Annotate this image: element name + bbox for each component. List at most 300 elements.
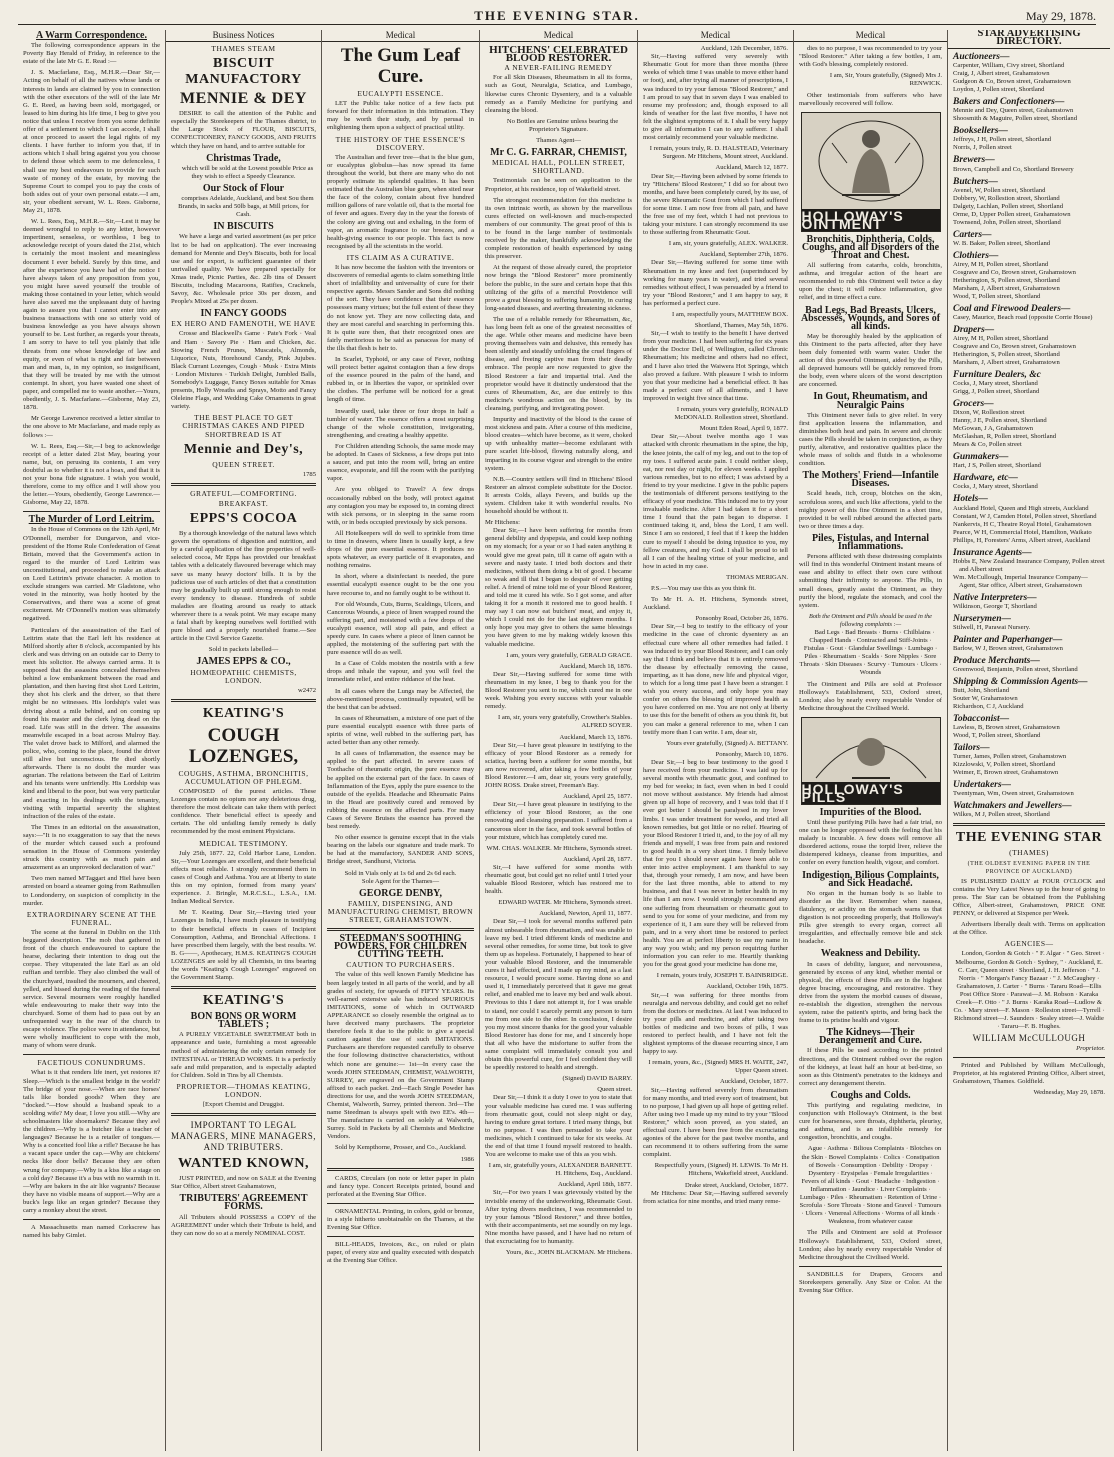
directory-category: Bakers and Confectioners—: [953, 97, 1065, 108]
ad-denby: GEORGE DENBY,: [359, 887, 442, 899]
letter-head: Auckland, March 12, 1877.: [715, 164, 788, 172]
directory-entry: Dobbery, W, Rollestion street, Shortland: [953, 194, 1060, 202]
directory-entry: Lawless, B, Brown street, Grahamstown: [953, 724, 1060, 732]
ad-epps-head: GRATEFUL—COMFORTING.: [190, 488, 297, 498]
column-7: [948, 30, 1110, 1451]
letter-head: Auckland, April 18th, 1877.: [558, 1181, 632, 1189]
ad-cough-lozenges: COUGH LOZENGES,: [188, 724, 299, 767]
section-label: Medical: [322, 30, 479, 42]
directory-entry: Casey, Maurice, Beach road (opposite Corrie House): [953, 313, 1093, 321]
ad-text: It has now become the fashion with the inventors or discoverers of remedial agents to claim something little short of infallibility and universality of cure for their respective agents. Messrs Sander and Sons did nothing of the sort. They have confidence that their essence possesses many virtues; but the full extent of these they do not know yet. They are now collecting data, and they are most careful and searching in performing this. It is quite sure then, that their recognized ones are fairly meritorious to be said as panaceas for many of the ills that flesh is heir to.: [327, 263, 474, 352]
ad-text: Persons afflicted with these distressing complaints will find in this wonderful Ointment instant means of ease and ability to effect their own cure without submitting their infirmity to anyone. The Pills, in small doses, greatly assist the Ointment, as they purify the blood, regulate the stomach, and cool the system.: [799, 553, 942, 609]
ad-text: DESIRE to call the attention of the Public and especially the Storekeepers of the Thames district, to the Large Stock of FLOUR, BISCUITS, CONFECTIONERY, FANCY GOODS, AND FRUITS which they have on hand, and to arrive suitable for: [171, 110, 316, 150]
ad-gout: In Gout, Rheumatism, and Neuralgic Pains: [813, 391, 928, 411]
ad-sold: Sold in Vials only at 1s 6d and 2s 6d each.: [344, 869, 457, 877]
letter-text: Sir,—Having suffered very severely with Rheumatic Gout for more than three months (three weeks of which time I was unable to move either hand or foot), and, after trying all manner of prescriptions, I was induced to try your famous "Blood Restorer," and I am proud to say that in seven days I was enabled to resume my profession; and, though exposed to all kinds of weather for the last five months, I have not felt the slightest symptoms of it. I shall be very happy to give all information I can to any sufferer. I shall most certainly recommend your valuable medicine.: [643, 53, 788, 142]
letter-text: Dear Sir,—I have great pleasure in testifying to the efficacy of your Blood Restorer as a remedy for sciatica, having been a sufferer for some months, but am now recovered, after taking a few bottles of your Blood Restorer.—I am, dear sir, yours very gratefully, JOHN ROSS. Drake street, Freeman's Bay.: [485, 741, 632, 790]
directory-title: STAR ADVERTISING DIRECTORY.: [948, 30, 1110, 49]
ad-text: The Australian and fever tree—that is the blue gum, or eucalyptus globulus—has now spread its fame throughout the world, but there are many who do not properly estimate its splendid qualities. It has been estimated that the Australian blue gum, when sited near the face of the colony, contain about five hundred million gallons of rare volatile oil, that is the mortal foe of fever and agues. Every day in the year the forests of the colony are giving out and exhaling, in the form of vapor, an aromatic fragrance to our breezes, and a health-giving essence to our people. This fact is now recognised by all the scientists in the world.: [327, 153, 474, 250]
letter-head: Auckland, October, 1877.: [719, 1078, 788, 1086]
seated-figure-icon: [802, 113, 940, 209]
ad-text: By a thorough knowledge of the natural laws which govern the operations of digestion and nutrition, and by a careful application of the fine properties of well-selected cocoa, Mr Epps has provided our breakfast tables with a delicately flavoured beverage which may save us many heavy doctors' bills. It is by the judicious use of such articles of diet that a constitution may be gradually built up until strong enough to resist every tendency to disease. Hundreds of subtle maladies are floating around us ready to attack wherever there is a weak point. We may escape many a fatal shaft by keeping ourselves well fortified with pure blood and a properly nourished frame.—See article in the Civil Service Gazette.: [171, 530, 316, 643]
ad-text: Inwardly used, take three or four drops in half a tumbler of water. The essence offers a most surprising change of the whole constitution, invigorating, strengthening, and creating a healthy appetite.: [327, 407, 474, 439]
letter-signature: I am, yours very gratefully, GERALD GRACE.: [506, 651, 632, 659]
hygeia-seal-icon: [802, 718, 940, 782]
letter-text: Dear Sir,—I think it a duty I owe to you to state that your valuable medicine has cured me. I was suffering from rheumatic gout, could not sleep night or day, having to endure great torture. I tried many things, but to no purpose. I was then persuaded to take your medicines, which I continued to take for six weeks. At the end of that time I found myself restored to health. You are welcome to make use of this as you wish.: [485, 1094, 632, 1159]
letter-signature: THOMAS MERIGAN.: [726, 573, 788, 581]
ad-text: For Children attending Schools, the same mode may be adopted. In Cases of Sickness, a few drops put into a saucer, and put into the room will, bring an entire essence, evaporate, and fill the room with the purifying vapor.: [327, 442, 474, 483]
column-2: [166, 30, 322, 1451]
ad-text: In cases of Rheumatism, a mixture of one part of the pure essential eucalypti essence with three parts of spirits of wine, well rubbed in the suffering part, has acted better than any other remedy.: [327, 714, 474, 747]
ad-wanted: WANTED KNOWN,: [178, 1156, 309, 1172]
ad-hitchens-title: HITCHENS' CELEBRATED BLOOD RESTORER.: [489, 44, 628, 65]
letter-head: Queen street.: [597, 1086, 632, 1094]
directory-entry: Hetherington, S, Pollen street, Shortland: [953, 351, 1060, 359]
article-para: The following correspondence appears in the Poverty Bay Herald of Friday, in reference to the estate of the late Mr G. E. Read :—: [23, 42, 160, 66]
ad-text: SANDBILLS for Drapers, Grocers and Storekeepers generally. Any Size or Color. At the Evening Star Office.: [799, 1270, 942, 1294]
ad-text: CARDS, Circulars (on note or letter paper in plain and fancy type. Concert Receipts printed, bound and perforated at the Evening Star Office.: [327, 1174, 474, 1198]
ad-text: Until these purifying Pills have had a fair trial, no one can be longer oppressed with the feeling that his malady is incurable. A few doses will remove all disordered actions, rouse the torpid liver, relieve the distempered kidneys, cleanse from impurities, and confer on every function health, vigour, and comfort.: [799, 819, 942, 867]
directory-category: Grocers—: [953, 399, 994, 410]
directory-category: Hardware, etc—: [953, 473, 1018, 484]
directory-category: Tobacconist—: [953, 714, 1010, 725]
article-para: Mr George Lawrence received a letter similar to the one above to Mr Macfarlane, and made reply as follows :—: [23, 415, 160, 439]
columns: [18, 30, 1105, 1451]
directory-entry: Kizzlowski, V, Pollen street, Shortland: [953, 761, 1056, 769]
letter-text: Sir,—For two years I was grievously visited by the invisible enemy of the underworking, Rheumatic Gout. After trying divers medicines, I was recommended to try your famous "Blood Restorer," and three bottles, with their accompaniments, set me soundly on my legs. Nine months have passed, and I have had no return of that excruciating foe to humanity.: [485, 1189, 632, 1246]
directory-entry: Wilkinson, George T, Shortland: [953, 602, 1037, 610]
letter-head: Auckland, April 28, 1877.: [563, 855, 632, 863]
divider: [23, 511, 160, 512]
ad-flour: Our Stock of Flour: [202, 182, 285, 194]
section-label: Medical: [794, 30, 947, 42]
ad-mennie-2: Mennie and Dey's,: [183, 441, 304, 457]
ad-keating-2: KEATING'S: [202, 993, 285, 1009]
directory-list: [953, 53, 1105, 819]
divider: [327, 1168, 474, 1171]
directory-category: Drapers—: [953, 324, 995, 335]
ad-text: comprises Adelaide, Auckland, and best Sou them Brands, in sacks and 50lb bags, at Mill prices, for Cash.: [178, 195, 314, 219]
ad-prop-sub: [Export Chemist and Druggist.: [202, 1101, 285, 1109]
divider: [171, 986, 316, 989]
directory-entry: Mears & Co, Pollen street: [953, 441, 1022, 449]
ad-text: The Pills and Ointment are sold at Professor Holloway's Establishment, 533, Oxford street, London; also by nearly every respectable Vendor of Medicine throughout the Civilised World.: [799, 1229, 942, 1261]
letter-head: Auckland, March 18, 1876.: [559, 662, 632, 670]
directory-entry: Shoosmith & Maguire, Pollen street, Shortland: [953, 115, 1077, 123]
ad-biscuit: BISCUIT MANUFACTORY: [185, 56, 302, 88]
directory-entry: Cosgrave and Co, Brown street, Grahamstown: [953, 343, 1076, 351]
ad-text: All Hotelkeepers will do well to sprinkle from time to time in drawers, where linen is usually kept, a few drops of the pure essential essence. It produces no spots whatever, as every particle of it evaporates, and nothing remains.: [327, 529, 474, 570]
ad-text: LET the Public take notice of a few facts put forward for their information in this intimation. They may be worth their study, and by perusal in enlightening them upon a subject of practical utility.: [327, 100, 474, 132]
directory-entry: Dixon, W, Rollestion street: [953, 409, 1025, 417]
article-para: W. L. Rees, Esq., M.H.R.—Sir,—Lest it may be deemed wrongful to reply to any letter, however impertinent, senseless, or worthless, I beg to acknowledge receipt of yours dated the 21st, which is certainly the most insolent and meaningless document I ever beheld. Surely by this time, and after the experience you have had of the notice I have always taken of any proposition from you, you might have saved yourself the trouble of making those contained in your letter, which would have also saved me the unpleasant duty of having again to assure you that I cannot enter into any business transactions with one so utterly void of business knowledge as you have always shown yourself to be. Lest further, as regards your threats, I am sorry to have to tell you plainly that idle threats from one whose knowledge of law and equity, or even of what is right and fair between man and man, is, in my opinion, so insignificant, that they will be treated by me with the utmost contempt. In short, you have wasted one sheet of paper, and compelled me to waste another.—Yours, obediently, J. S. Macfarlane.—Gisborne, May 23, 1878.: [23, 218, 160, 412]
ad-text: This Ointment never fails to give relief. In very first application lessens the inflammation, and diminishes both heat and pain. In severe and chronic cases the Pills should be taken in conjunction, as they purify, alterative, and restorative qualities place the whole mass of solids and fluids in a wholesome condition.: [799, 411, 942, 468]
ad-epps-sub: BREAKFAST.: [218, 498, 269, 508]
ad-text: Impurity and inactivity of the blood is the cause of most sickness and pain. After a course of this medicine, blood creates—which have become, as it were, choked up with unhealthy matter—become exhilarant with pure scarlet life-blood, flowing naturally along, and imparting in its course vigour and strength to the entire system.: [485, 416, 632, 472]
letter-head: Auckland, March 13, 1876.: [559, 733, 632, 741]
ad-keating: KEATING'S: [202, 705, 285, 721]
article-para: The scene at the funeral in Dublin on the 11th beggared description. The mob that gathered in front of the church endeavoured to capture the hearse, declaring their intention to drag out the corpse. They vituperated the late Earl as an old ruffian and terrible. They also climbed the wall of the churchyard, insulted the mourners, and cheered, yelled, and hissed during the reading of the funeral service. Several mourners were roughly handled while endeavouring to make their way into the churchyard. Some of them had to pass out by an unfrequented way in the rear of the church to escape violence. The police were in attendance, but were wholly insufficient to cope with the mob, many of whom were drunk.: [23, 928, 160, 1050]
directory-entry: Cosgrave and Co, Brown street, Grahamstown: [953, 268, 1076, 276]
ad-text: In cases of debility, languor, and nervousness, generated by excess of any kind, whether mental or physical, the effects of these Pills are in the highest degree bracing, encouraging, and restorative. They drive from the system the morbid causes of disease, re-establish the digestion, strengthen the nervous system, raise the patient's spirits, and bring back the frame to its pristine health and vigour.: [799, 960, 942, 1025]
divider: [171, 483, 316, 486]
directory-entry: Airey, M H, Pollen street, Shortland: [953, 335, 1049, 343]
letter-text: Dear Sir,—I beg to testify to the efficacy of your medicine in the case of chronic dysentery as an effectual cure where all other remedies had failed. I was induced to try your Blood Restorer, and I can only say that I think and believe that it is entirely removed the disease by effectually removing the cause, imparting, as it has done, new life and physical vigor, to which for a long time past I have been a stranger. I wish you every success, and only hope you may confer on others the blessing of improved health as you have conferred on me. You are not only at liberty to use this for the benefit of others as you think fit, but you can make a general reference to me, when I can testify more than I can write. I am, dear sir,: [643, 623, 788, 736]
holloway-ointment-illustration: [801, 112, 941, 232]
ad-text: May be thoroughly healed by the application of this Ointment to the parts affected, after they have been duly fomented with warm water. Under the action of this powerful Ointment, aided by the Pills, all depraved humours will be quickly removed from the body, even where ulcers of the worst description are concerned.: [799, 332, 942, 389]
ad-never-failing: A NEVER-FAILING REMEDY: [504, 63, 613, 73]
running-head: [18, 8, 1096, 25]
letter-text: Mr Hitchens: Dear Sir,—Having suffered severely from sciatica for nine months, and tried many reme-: [643, 1189, 788, 1205]
ad-text: In all cases of Inflammation, the essence may be applied to the part affected. In severe cases of Toothache of rheumatic origin, the pure essence may be applied on the external part of the face. In cases of Inflammation of the Eyes, apply the pure essence to the outside of the eyelids. Headache and Rheumatic Pains in the Head are positively cured and removed by rubbing the essence on the affected parts. For many Cases of Severe Bruises the essence has proved the best remedy.: [327, 750, 474, 831]
letter-head: Drake street, Auckland, October, 1877.: [684, 1181, 788, 1189]
article-para: A Massachusetts man named Corkscrew has named his baby Gimlet.: [23, 1224, 160, 1240]
ad-text: The strongest recommendation for this medicine is its own intrinsic worth, as shown by the marvellous cures effected on well-known and much-respected members of our community. The great proof of this is to be found in the large number of testimonials received by the maker, thankfully acknowledging the complete restoration of health experienced by using this preserver.: [485, 196, 632, 261]
column-5: [638, 30, 794, 1451]
letter-signature: I remain, yours truly, R. D. HALSTEAD, Veterinary Surgeon. Mr Hitchens, Mount street, Auckland.: [649, 145, 788, 161]
paper-title: THE EVENING STAR: [955, 830, 1103, 846]
ad-queen: QUEEN STREET.: [212, 459, 275, 469]
directory-entry: Marsham, J, Albert street, Grahamstown: [953, 284, 1060, 292]
ad-eucalypti: EUCALYPTI ESSENCE.: [357, 89, 444, 99]
directory-entry: Wilkes, M J, Pollen street, Shortland: [953, 811, 1050, 819]
directory-entry: McGlashan, R, Pollen street, Shortland: [953, 433, 1057, 441]
directory-category: Watchmakers and Jewellers—: [953, 801, 1072, 812]
letter-text: Dear Sir,—I have great pleasure in testifying to the efficiency of your Blood Restorer, as the one renovating and cleansing preparation. I suffered from a cancerous ulcer in the face, and took several bottles of your mixture, which has completely cured me.: [485, 801, 632, 841]
paper-tagline: (THE OLDEST EVENING PAPER IN THE PROVINCE OF AUCKLAND): [967, 860, 1091, 875]
directory-entry: Barlow, W J, Brown street, Grahamstown: [953, 644, 1063, 652]
ad-text: At the request of those already cured, the proprietor now brings the "Blood Restorer" more prominently before the public, in the sure and certain hope that this utilizing of the gifts of a merciful Providence will prove a great blessing to suffering humanity, in curing long-seated diseases, and averting threatening sickness.: [485, 264, 632, 312]
letter-salutation: Mr Hitchens:: [485, 519, 520, 527]
directory-entry: Wood, T, Pollen street, Shortland: [953, 732, 1041, 740]
article-para: Two men named M'Taggart and Hiel have been arrested on board a steamer going from Rathmullen to Londonderry, on suspicion of complicity in the murder.: [23, 875, 160, 907]
directory-category: Butchers—: [953, 176, 998, 187]
directory-category: Furniture Dealers, &c: [953, 370, 1041, 381]
directory-entry: Hanny, J E, Pollen street, Shortland: [953, 417, 1047, 425]
letter-signature: I am, respectfully yours, MATTHEW BOX.: [672, 311, 788, 318]
directory-category: Insurance Agents—: [953, 547, 1032, 558]
directory-entry: Auckland Hotel, Queen and High streets, Auckland: [953, 504, 1089, 512]
directory-entry: Stilwell, H, Parawai Nursery.: [953, 623, 1031, 631]
ad-text: In short, where a disinfectant is needed, the pure essential eucalypti essence ought to be the one you have recourse to, and no family ought to be without it.: [327, 573, 474, 597]
ad-text: ORNAMENTAL Printing, in colors, gold or bronze, in a style hitherto unobtainable on the Thames, at the Evening Star Office.: [327, 1207, 474, 1232]
ad-caution: CAUTION TO PURCHASERS.: [346, 960, 455, 970]
article-para: J. S. Macfarlane, Esq., M.H.R.—Dear Sir,—Acting on behalf of all the natives whose lands or interests in lands are claimed by you in connection with the other executors of the will of the late Mr G. E. Reed, as having been sold, mortgaged, or leased to him during his life time, I beg to give you notice that unless I receive from you some definite offer of a settlement to which I can accede, I shall at once proceed to assert the legal rights of my clients. I have further to inform you that, if in actions which I shall bring against you you choose to defend those which seem to me defenceless, I shall use my best endeavours to provide for such waste of money of the estate, by moving the Supreme Court to compel you to pay the costs of both sides out of your own personal estate.—I am, sir, your obedient servant, W. L. Rees. Gisborne, May 21, 1878.: [23, 69, 160, 214]
ad-denby-sub: FAMILY, DISPENSING, AND MANUFACTURING CHEMIST, BROWN STREET, GRAHAMSTOWN.: [327, 898, 474, 924]
ad-mennie: MENNIE & DEY: [180, 90, 307, 108]
directory-entry: Brown, Campbell and Co, Shortland Brewery: [953, 165, 1074, 173]
directory-entry: Constant, W J, Camden Hotel, Pollen street, Shortland: [953, 512, 1097, 520]
holloway-pills-illustration: [801, 717, 941, 805]
letter-signature: Respectfully yours, (Signed) H. LEWIS. To Mr H. Hitchens, Wakefield street, Auckland.: [654, 1162, 788, 1178]
ad-text: We have a large and varied assortment (as per price list to be had on application). The ever increasing demand for Mennie and Dey's Biscuits, both for local use and for export, is sufficient guarantee of their unrivalled quality. We have prepared specially for Xmas trade, Picnic Parties, &c. 2lb tins of Dessert Biscuits, including Macaroons, Ratifies, Cracknels, Savoy, &c. Wholesale price 30s per dozen, and People's Mixed at 25s per dozen.: [171, 233, 316, 306]
ad-text: For all Skin Diseases, Rheumatism in all its forms, such as Gout, Neuralgia, Sciatica, and Lumbago, likewise cures Chronic Dysentery, and is a valuable remedy as a Family Medicine for purifying and cleansing the blood.: [485, 74, 632, 114]
column-1: [18, 30, 166, 1451]
ad-coughs: Coughs and Colds.: [830, 1089, 911, 1101]
ad-agent: Sole Agent for the Thames—: [361, 877, 440, 885]
directory-entry: Orme, D, Upper Pollen street, Grahamstown: [953, 210, 1071, 218]
ad-testimony: MEDICAL TESTIMONY.: [199, 838, 288, 848]
letter-signature: EDWARD WATER. Mr Hitchens, Symonds street.: [498, 899, 632, 907]
ad-worm: BON BONS OR WORM TABLETS ;: [190, 1011, 297, 1031]
article-para: In the House of Commons on the 12th April, Mr O'Donnell, member for Dungarvon, and vice-president of the Home Rule Confederation of Great Britain, moved that the Government's action in regard to the murder of Lord Leitrim was unconstitutional, and proceeded to make an attack on Lord Leitrim's private character. A motion to exclude strangers was carried. Mr Gladstone, who voted in the minority, was hotly hooted by the Conservatives, and there was a scene of great excitement. Mr O'Donnell's motion was ultimately negatived.: [23, 526, 160, 623]
letter-head: Ponsonby Road, October 26, 1876.: [695, 615, 788, 623]
warm-title: A Warm Correspondence.: [35, 30, 147, 41]
directory-category: Carters—: [953, 229, 992, 240]
directory-entry: Souter W, Grahamstown: [953, 695, 1018, 703]
ad-farrar: Mr C. G. FARRAR, CHEMIST,: [490, 147, 627, 159]
directory-entry: Nankervis, H C, Theatre Royal Hotel, Grahamstown: [953, 520, 1092, 528]
column-6: [794, 30, 948, 1451]
ad-text: Are you obliged to Travel? A few drops occasionally rubbed on the body, will protect against any contagion you may be exposed to, in coming direct with sick persons, or in sleeping in the same room with, or in beds occupied previously by sick persons.: [327, 486, 474, 526]
letter-signature: Yours, &c., JOHN BLACKMAN. Mr Hitchens.: [505, 1249, 632, 1257]
section-label: Medical: [638, 30, 793, 42]
ad-bronchitis: Bronchitis, Diphtheria, Colds, Coughs, and all Disorders of the Throat and Chest.: [801, 233, 940, 261]
letter-head: Ponsonby, March 10, 1876.: [715, 750, 788, 758]
directory-entry: Hetherington, S, Pollen street, Shortland: [953, 276, 1060, 284]
ad-text: In Scarlet, Typhoid, or any case of Fever, nothing will protect better against contagion than a few drops of the essence poured in the palm of the hand, and rubbed in, or in liberties the vapor, or sprinkled over the clothes. The perfume will be noticed for a great length of time.: [327, 356, 474, 404]
directory-entry: Cocks, J, Mary street, Shortland: [953, 380, 1038, 388]
ad-biscuits-heading: IN BISCUITS: [213, 221, 274, 233]
ad-text: No other essence is genuine except that in the vials bearing on the labels our signature and trade mark. To be had at the manufactory, SANDER AND SONS, Bridge street, Sandhurst, Victoria.: [327, 834, 474, 866]
directory-category: Shipping & Commission Agents—: [953, 676, 1088, 687]
directory-entry: Butt, John, Shortland: [953, 687, 1010, 695]
holloway-ointment-banner: HOLLOWAY'S OINTMENT: [802, 209, 940, 231]
ad-thames: THAMES STEAM: [211, 44, 276, 54]
letter-text: dies to no purpose, I was recommended to try your "Blood Restorer." After taking a few bottles, I am, with God's blessing, completely restored.: [799, 45, 942, 69]
imprint: Printed and Published by William McCullough, Proprietor, at his registered Printing Office, Albert street, Grahamstown, Thames. Goldfield.: [953, 1061, 1105, 1085]
letter-head: Shortland, Thames, May 5th, 1876.: [694, 322, 788, 330]
letter-signature: (Signed) DAVID BARRY.: [562, 1075, 632, 1083]
letter-text: Dear Sir,—Having suffered for some time with Rheumatism in my knee and feet (superinduced by working for many years in water), and tried several remedies without effect, I was persuaded by a friend to try your "Blood Restorer," and I am happy to say, it has performed a perfect cure.: [643, 259, 788, 307]
paper-sub: (THAMES): [1009, 848, 1049, 858]
ad-text: A PURELY VEGETABLE SWEETMEAT both in appearance and taste, furnishing a most agreeable method of administering the only certain remedy for INTESTINAL or THREAD WORMS. It is a perfectly safe and mild preparation, and is especially adapted for Children. Sold in Tins by all Chemists.: [171, 1031, 316, 1079]
ad-tributers: TRIBUTERS' AGREEMENT FORMS.: [179, 1193, 308, 1213]
ad-text: The value of this well known Family Medicine has been largely tested in all parts of the world, and by all grades of society, for upwards of FIFTY YEARS. Its well-earned extensive sale has induced SPURIOUS IMITATIONS, some of which in OUTWARD APPEARANCE so closely resemble the original as to have deceived many purchasers. The proprietor therefore feels it due to the public to give a special caution against the use of such IMITATIONS. Purchasers are therefore requested carefully to observe the four following distinctive characteristics, without which none are genuine:— 1st—In every case the words JOHN STEEDMAN, CHEMIST, WALWORTH, SURREY, are engraved on the Government Stamp affixed to each packet. 2nd—Each Single Powder has directions for use, and the words JOHN STEEDMAN, Chemist, Walworth, Surrey, printed thereon. 3rd—The name Steedman is always spelt with two EE's. 4th—The manufacture is carried on solely at Walworth, Surrey. Sold in Packets by all Chemists and Medicine Vendors.: [327, 971, 474, 1141]
ad-number: 1785: [302, 470, 316, 478]
directory-entry: Twentyman, Wm, Owen street, Grahamstown: [953, 790, 1074, 798]
ad-text: Mr T. Keating. Dear Sir,—Having tried your Lozenges in India, I have much pleasure in testifying to their beneficial effects in cases of Incipient Consumption, Asthma, and Bronchial Affections. I have prescribed them largely, with the best results. W. B. G——, Apothecary, H.M.S. KEATING'S COUGH LOZENGES are sold by all Chemists, in tins bearing the words "Keating's Cough Lozenges" engraved on the Government Stamp.: [171, 909, 316, 982]
ad-epps-co: JAMES EPPS & CO.,: [196, 656, 291, 668]
section-label: Business Notices: [166, 30, 321, 42]
ad-text: which will be sold at the Lowest possible Price as they wish to effect a Speedy Clearance.: [181, 164, 314, 180]
divider: [171, 699, 316, 702]
directory-category: Booksellers—: [953, 126, 1008, 137]
masthead: THE EVENING STAR.: [474, 8, 640, 23]
directory-entry: Hart, J S, Pollen street, Shortland: [953, 462, 1041, 470]
ad-text: In all cases where the Lungs may be Affected, the above-mentioned process, continually repeated, will be the best that can be advised.: [327, 687, 474, 711]
directory-entry: Airey, M H, Pollen street, Shortland: [953, 260, 1049, 268]
ad-pills-list: Ague · Asthma · Bilious Complaints · Blotches on the Skin · Bowel Complaints · Colics · Constipation of Bowels · Consumption · Debility · Dropsy · Dysentery · Erysipelas · Female Irregularities · Fevers of all kinds · Gout · Headache · Indigestion · Inflammation · Jaundice · Liver Complaints · Lumbago · Piles · Rheumatism · Retention of Urine · Scrofula · Sore Throats · Stone and Gravel · Tumours · Ulcers · Venereal Affections · Worms of all kinds · Weakness, from whatever cause: [799, 1145, 942, 1226]
directory-entry: Wm. McCullough, Imperial Insurance Company—Agent, Star office, Albert street, Grahamstown: [953, 573, 1088, 589]
letter-text: Dear Sir,—Having suffered for some time with rheumatism in my knee, I beg to thank you for the Blood Restorer you sent to me, which cured me in one week. Wishing you every success with your valuable remedy.: [485, 670, 632, 711]
letter-text: Dear Sir,—Having been advised by some friends to try "Hitchens' Blood Restorer," I did so for about two months, and have been completely cured, by its use, of the severe Rheumatic Gout from which I had suffered for some time. I am now free from all pain, and have the free use of my feet, which I had not previous to taking your mixture. I can strongly recommend its use to those suffering from Rheumatic Gout.: [643, 172, 788, 237]
divider: [953, 823, 1105, 826]
letter-text: Dear Sir,—I have been suffering for months from general debility and dyspepsia, and could keep nothing on my stomach; for a year or so I had eaten anything it would give me great pain, till it came off again with a severe and nasty taste. I tried both doctors and their medicines, without them doing a bit of good. I became so weak and ill that I began to despair of ever getting relief. A friend of mine told me of your Blood Restorer, and told me it cured his wife. So I got some, and after taking it for a month it restored me to good health. I may say I can now eat butchers' meat, and enjoy it, which I could not do for the last eighteen months. I only hope you may give to others the same blessings you have given to me by making widely known this valuable medicine.: [485, 527, 632, 648]
divider: [953, 1057, 1105, 1058]
directory-entry: Carpenter, William, Civy street, Shortland: [953, 62, 1065, 70]
letter-signature: I am, sir, gratefully yours, ALEXANDER BARNETT. H. Hitchens, Esq., Auckland.: [488, 1162, 632, 1178]
ad-text: For old Wounds, Cuts, Burns, Scaldings, Ulcers, and Cancerous Wounds, a piece of linen wrapped round the suffering part, and moistened with a few drops of the eucalypti essence, will stop all pain, and effect a speedy cure. In cases where a piece of linen cannot be applied, the moistening of the suffering part with the pure essence will do as well.: [327, 600, 474, 657]
ad-text: The use of a reliable remedy for Rheumatism, &c, has long been felt as one of the greatest necessities of the age. While other means and medicine have been proving themselves vain and delusive, this remedy has been silently and steadily unfolding the cruel fingers of disease, and freeing captive man from their deadly embrace. The people are now requested to give the Blood Restorer a fair and impartial trial. And the proprietor would have it distinctly understood that the cures of Rheumatism, &c, are due entirely to this medicine's wondrous action on the blood, by its cleansing, purifying, and invigorating power.: [485, 315, 632, 412]
letter-signature: I am, sir, yours very gratefully, Crowther's Stables. ALFRED SOYER.: [498, 714, 632, 730]
letter-text: Sir,—Having suffered severely from rheumatism for many months, and tried every sort of treatment, but to no purpose, I had given up all hope of getting relief. After using two I made up my mind to try your "Blood Restorer," which soon proved, as you stated, an effectual cure. I have been free from the excruciating agonies of the above for the past twelve months, and can recommend it to others suffering from the same complaint.: [643, 1086, 788, 1159]
letter-text: Sir,—I have suffered for some months with rheumatic gout, but could get no relief until I tried your valuable Blood Restorer, which has restored me to health.: [485, 863, 632, 896]
ad-epps-title: EPPS'S COCOA: [189, 511, 298, 527]
directory-entry: Turner, James, Pollen street, Grahamstown: [953, 753, 1067, 761]
ad-epps-sold: Sold in packets labelled—: [208, 646, 279, 654]
ad-thames-agent: Thames Agent—: [536, 137, 581, 145]
ad-text: Crosse and Blackwell's Game · Pate's Fork · Veal and Ham · Savory Pie · Ham and Chicken, &c. Stowing French Prunes, Muscatels, Almonds, Liquorice, Nuts, Horehound Candy, Pink Jujubes. Black Currant Lozenges, Cough · Musk · Extra Mints · London Mixtures · Turkish Delight, Jumbled Balls, Somebody's Luggage, Fancy Boxes suitable for Xmas presents, Holly Wreaths and Sprays, Motto and Fancy Oleleine Flags, and Wedding Cake Ornaments in great variety.: [171, 330, 316, 411]
ad-mothers: The Mothers' Friend—Infantile Diseases.: [802, 470, 939, 490]
paper-text: IS PUBLISHED DAILY at FOUR O'CLOCK and contains the Very Latest News up to the hour of going to press. The Star can be obtained from the Publishing Office, Albert-street, Grahamstown, PRICE ONE PENNY, or delivered at Sixpence per Week.: [953, 877, 1105, 918]
publisher-name: WILLIAM McCULLOUGH: [972, 1033, 1086, 1044]
directory-entry: Gudgeon & Co, Brown street, Grahamstown: [953, 78, 1071, 86]
letter-text: Sir,—I was suffering for three months from neuralgia and nervous debility, and could get no relief from the doctors or medicines. At last I was induced to try your pills and medicine, and after taking two bottles of medicine and two boxes of pills, I was restored to perfect health, and I have not felt the slightest symptoms of the disease recurring since, I am happy to say.: [643, 991, 788, 1056]
letter-text: P.S.—You may use this as you think fit.: [651, 585, 756, 592]
divider: [23, 1219, 160, 1220]
directory-category: Produce Merchants—: [953, 655, 1040, 666]
directory-category: Hotels—: [953, 494, 988, 505]
letter-signature: Yours ever gratefully, (Signed) A. BETTANY.: [666, 739, 788, 747]
letter-signature: I remain, yours, &c., (Signed) MRS H. WAITE, 247, Upper Queen street.: [648, 1059, 788, 1075]
directory-entry: Craig, J, Albert street, Grahamstown: [953, 70, 1050, 78]
divider: [171, 1113, 316, 1116]
letter-head: Auckland, Newton, April 11, 1877.: [539, 910, 632, 918]
ad-piles: Piles, Fistulas, and Internal Inflammations.: [812, 532, 929, 553]
letter-text: Sir,—I wish to testify to the benefit I have derived from your medicine. I had been suffering for six years under the Doctor Dell, of Wellington, called Chronic Rheumatism; his medicine and others had no effect, and I have also tried the Waiwera Hot Springs, which also proved a failure. With pleasure I wish to inform you that your medicine had a beneficial effect. It has made a perfect cure of all ailments, and I have improved in weight five since that time.: [643, 330, 788, 402]
ad-text: Testimonials can be seen on application to the Proprietor, at his residence, top of Wakefield street.: [485, 177, 632, 193]
agencies-heading: AGENCIES—: [1004, 939, 1054, 949]
ad-legs: Bad Legs, Bad Breasts, Ulcers, Abscesses, Wounds, and Sores of all kinds.: [800, 304, 941, 332]
ad-fancy-sub: EX HERO AND FAMENOTH, WE HAVE: [171, 319, 316, 329]
ad-prop: PROPRIETOR—THOMAS KEATING, LONDON.: [176, 1081, 311, 1099]
column-3: [322, 30, 480, 1451]
letter-signature: I remain, yours very gratefully, RONALD McDONALD. Rollestion street, Shortland.: [674, 406, 788, 422]
letter-head: Mount Eden Road, April 9, 1877.: [699, 425, 788, 433]
imprint-date: Wednesday, May 29, 1878.: [1033, 1088, 1105, 1096]
directory-entry: Wood, T, Pollen street, Shortland: [953, 292, 1041, 300]
ad-legal: IMPORTANT TO LEGAL MANAGERS, MINE MANAGERS, AND TRIBUTERS.: [171, 1120, 317, 1153]
ad-text: No organ in the human body is so liable to disorder as the liver. Remember when nausea, flatulency, or acidity on the stomach warns us that digestion is not proceeding properly, that Holloway's Pills give strength to every organ, correct all irregularities, and effectually remove bile and sick headache.: [799, 889, 942, 946]
ad-text: Other testimonials from sufferers who have marvellously recovered will follow.: [799, 91, 942, 107]
divider: [799, 1266, 942, 1267]
paper-text: Advertisers liberally dealt with. Terms on application at the Office.: [953, 921, 1105, 937]
ad-text: BILL-HEADS, Invoices, &c., on ruled or plain paper, of every size and quality executed with despatch at the Evening Star Office.: [327, 1241, 474, 1265]
directory-entry: Loydon, J, Pollen street, Shortland: [953, 86, 1045, 94]
ad-indigestion: Indigestion, Bilious Complaints, and Sick Headache.: [802, 869, 939, 889]
ad-kidneys: The Kidneys—Their Derangement and Cure.: [819, 1027, 922, 1047]
ad-text: No Bottles are Genuine unless bearing the Proprietor's Signature.: [506, 117, 619, 133]
directory-category: Nurserymen—: [953, 613, 1012, 624]
letter-text: Dear Sir,—I beg to bear testimony to the good I have received from your medicine. I was laid up for several months with rheumatic gout, and confined to my bed for weeks; in fact, even when in bed I could not move without assistance. My friends had almost given up all hope of recovery, and I was told that if I ever got better I should be paralysed in my lower limbs. I was under treatment for weeks, and tried all known remedies, but got little or no relief. Hearing of your Blood Restorer I tried it, and, to the joy of all my friends and myself, I was free from pain and restored to good health in a very short time. I firmly believe that for you I should never again have been able to enter into active employment. I am thankful to say that, through your remedy, I am now, and have been for the last three months, able to attend to my business, and that I was never in better health in my life than I am now. I would strongly recommend any one suffering from rheumatism or rheumatic gout to send to you for some of your medicine, and from my experience of it, I am sure they will be relieved from pain, and in a very short time be restored to perfect health. You are at perfect liberty to use my name in any way you wish; and my person requiring further information you can refer to me. Heartily thanking you for the great good your medicine has done me,: [643, 758, 788, 969]
directory-entry: Pearce, W H, Commercial Hotel, Hamilton, Waikato: [953, 528, 1092, 536]
directory-entry: Phillips, H, Foresters' Arms, Albert street, Auckland: [953, 536, 1091, 544]
ad-text: This purifying and regulating medicine, in conjunction with Holloway's Ointment, is the best cure for hoarseness, sore throats, diphtheria, pleurisy, and asthma, and is an infallible remedy for congestion, bronchitis, and coughs.: [799, 1102, 942, 1142]
letter-signature: WM. CHAS. WALKER. Mr Hitchens, Symonds street.: [486, 844, 632, 852]
ad-text: N.B.—Country settlers will find in Hitchens' Blood Restorer an almost complete substitute for the Doctor. It arrests Colds, allays Fevers, and builds up the system. Children take it with wonderful results. No household should be without it.: [485, 475, 632, 516]
holloway-pills-banner: HOLLOWAY'S PILLS: [802, 782, 940, 804]
directory-category: Coal and Firewood Dealers—: [953, 303, 1071, 314]
ad-claim: ITS CLAIM AS A CURATIVE.: [346, 252, 455, 262]
letter-text: To Mr H. A. H. Hitchens, Symonds street, Auckland.: [643, 596, 788, 612]
header-date: May 29, 1878.: [1026, 9, 1096, 23]
ad-history: THE HISTORY OF THE ESSENCE'S DISCOVERY.: [335, 134, 466, 152]
ad-text: July 25th, 1877. 22, Cold Harbor Lane, London. Sir,—Your Lozenges are excellent, and their beneficial effects most reliable. I strongly recommend them in cases of Cough and Asthma. You are at liberty to state this on my opinion, formed from many years' experience. J. Bringle, M.R.C.S.L., L.S.A., I.M. Indian Medical Service.: [171, 849, 316, 906]
ad-gum-leaf: The Gum Leaf Cure.: [340, 45, 461, 88]
ad-text: If these Pills be used according to the printed directions, and the Ointment rubbed over the region of the kidneys, at least half an hour at bed-time, so soon as this Ointment's penetrates to the kidneys and correct any derangement therein.: [799, 1047, 942, 1087]
directory-category: Native Interpreters—: [953, 592, 1037, 603]
divider: [327, 1236, 474, 1237]
directory-entry: Greenwood, Benjamin, Pollen street, Shortland: [953, 665, 1078, 673]
directory-category: Auctioneers—: [953, 52, 1010, 63]
ad-number: 1986: [460, 1155, 474, 1163]
ad-farrar-sub: MEDICAL HALL, POLLEN STREET, SHORTLAND.: [492, 158, 625, 176]
column-4: [480, 30, 638, 1451]
ad-impurities: Impurities of the Blood.: [819, 806, 922, 818]
directory-entry: McGowan, J A, Grahamstown: [953, 425, 1034, 433]
article-para: The Times in an editorial on the assassination, says:—"It is no exaggeration to say that the news of the murder which caused such a profound sensation in the House of Commons yesterday struck this country with as much pain and amazement as an unprovoked declaration of war.": [23, 823, 160, 872]
ad-text: Scald heads, itch, croup, blotches on the skin, scrofulous sores, and such like affections, yield to the mighty power of this fine Ointment in a short time, provided it be well rubbed around the affected parts two or three times a day.: [799, 490, 942, 530]
ad-text: COMPOSED of the purest articles. These Lozenges contain no opium nor any deleterious drug, therefore the most delicate can take them with perfect confidence. Their beneficial effect is speedy and certain. The old unfailing family remedy is daily recommended by the most eminent Physicians.: [171, 788, 316, 836]
ad-xmas: Christmas Trade,: [206, 152, 281, 164]
directory-category: Brewers—: [953, 155, 995, 166]
section-label: Medical: [480, 30, 637, 42]
directory-entry: Avenel, W, Pollen street, Shortland: [953, 186, 1046, 194]
letter-signature: I am, Sir, Yours gratefully, (Signed) Mrs J. RENWICK.: [829, 72, 942, 88]
letter-head: Auckland, October 19th, 1875.: [706, 983, 788, 991]
divider: [327, 1203, 474, 1204]
ad-fancy-heading: IN FANCY GOODS: [200, 308, 287, 320]
divider: [327, 928, 474, 931]
ad-text: All suffering from catarrhs, colds, bronchitis, asthma, and irregular action of the heart are recommended to rub this Ointment well twice a day upon the chest; it will reduce inflammation, give relief, and in time effect a cure.: [799, 262, 942, 302]
directory-category: Undertakers—: [953, 780, 1012, 791]
ad-best-place: THE BEST PLACE TO GET CHRISTMAS CAKES AND PIPED SHORTBREAD IS AT: [182, 413, 305, 439]
ad-steedman: STEEDMAN'S SOOTHING POWDERS, FOR CHILDREN CUTTING TEETH.: [333, 933, 468, 961]
ad-complaints: Bad Legs · Bad Breasts · Burns · Chilblains · Chapped Hands · Contracted and Stiff-Joints · Fistulas · Gout · Glandular Swellings · Lumbago · Piles · Rheumatism · Scalds · Sore Nipples · Sore Throats · Skin Diseases · Scurvy · Tumours · Ulcers · Wounds: [799, 628, 942, 677]
directory-category: Gunmakers—: [953, 452, 1009, 463]
ad-text: JUST PRINTED, and now on SALE at the Evening Star Office, Albert street Grahamstown,: [171, 1175, 316, 1191]
funeral-title: EXTRAORDINARY SCENE AT THE FUNERAL.: [26, 909, 157, 927]
directory-entry: Norris, J, Pollen street: [953, 144, 1012, 152]
directory-category: Clothiers—: [953, 250, 999, 261]
article-para: What is it that renders life inert, yet restores it? Sleep.—Which is the smallest bridge in the world? The bridge of your nose.—When are race horses' tails like bonded goods? When they are "docked."—How should a husband speak to a scolding wife? My dear, I love you still.—Why are schoolmasters like shoemakers? Because they awl the children.—Why is a butcher like a teacher of languages? Because he is a retailer of tongues.—Why is a conceited fool like a rifle? Because he has a vacant space under the cap.—Why are chickens' necks like door bells? Because they are often wrung for company.—Why is a kiss like a stage on a cold day? Because it's a bus with no warmth in it.—Why are bakers in the air like vagrants? Because they have no visible means of support.—Why are a buck's legs like an organ grinder? Because they carry a monkey about the street.: [23, 1069, 160, 1215]
letter-text: Dear Sir,—I took for several months suffered pain almost unbearable from rheumatism, and was unable to leave my bed. I tried different kinds of medicine and several other remedies, for some time, but took to give them up as hopeless. Fortunately, I happened to hear of your valuable Blood Restorer, and the innumerable cures it had effected, and I made up my mind, as a last resource, I would procure some. Having done so and used it, I immediately perceived that it gave me great relief, and enabled me to leave my bed and walk about. Previous to this I dare not attempt it, for I was unable to stand, nor could I scarcely permit any person to turn me from one side to the other. In conclusion, I desire you my most sincere thanks for the good your valuable Blood Restorer has done for me, and I sincerely hope that all who have the misfortune to suffer from the same complaint will immediately consult you and obtain this powerful cure, for I feel confident they will be speedily restored to health and strength.: [485, 918, 632, 1072]
conundrums-title: FACETIOUS CONUNDRUMS.: [37, 1058, 146, 1068]
letter-signature: I am, sir, yours gratefully, ALEX. WALKER.: [668, 240, 788, 248]
ad-both: Both the Ointment and Pills should be used in the following complaints :—: [809, 612, 932, 628]
ad-text: In a Case of Colds moisten the nostrils with a few drops and inhale the vapour, and you will feel the immediate relief, and entire riddance of the heat.: [327, 660, 474, 684]
ad-number: w2472: [298, 686, 316, 694]
divider: [23, 1054, 160, 1055]
directory-entry: Mennie and Dey, Queen street, Grahamstown: [953, 107, 1074, 115]
ad-weakness: Weakness and Debility.: [820, 948, 921, 960]
directory-entry: Jeffreys, J H, Pollen street, Shortland: [953, 136, 1052, 144]
directory-category: Painter and Paperhanger—: [953, 634, 1063, 645]
murder-title: The Murder of Lord Leitrim.: [28, 514, 155, 526]
directory-entry: Hobbs E, New Zealand Insurance Company, Pollen street and Albert street: [953, 557, 1105, 573]
agencies-list: London, Gordon & Gotch · " F. Algar · " Geo. Street · Melbourne, Gordon & Gotch · Sydney, " · Auckland, E. C. Carr, Queen street · Shortland, J. H. Jefferson · " J. Norris · " Morgan's Fancy Bazaar · " J. McCaughey · Grahamstown, J. Carter · " Burns · Tararu Road—Ellis Post Office Store · Parawai—J. M. Robson · Karaka Creek—F. Otto · " J. Burns · Karaka Road—Ludlow & Co. · Mary street—F. Mason · Rolleston street—Tyrrell · Richmond street—J. Saunders · Sealey street—J. Waldie · Tararu—F. B. Hughes.: [953, 950, 1105, 1031]
ad-cough-sub: COUGHS, ASTHMA, BRONCHITIS, ACCUMULATION OF PHLEGM.: [178, 768, 309, 786]
letter-signature: I remain, yours truly, JOSEPH T. BAINBRIDGE.: [656, 972, 788, 980]
letter-text: Dear Sir,—About twelve months ago I was attacked with chronic rheumatism in the spine, the hip, the knee joints, the calf of my leg, and out to the top of my toes. I suffered acute pain. I could neither sleep, eat, nor rest day or night, for eleven weeks. I applied various remedies, but to no effect; I was advised by a friend to try your medicine. I give in the public papers the testimonials of different persons testifying to the efficacy of your medicine. This induced me to try your invaluable medicine. After I had taken it for a short time I found that the pain began to disperse. I continued taking it, and, bless the Lord, I am well. Since I am so restored, I feel that if I keep the hidden cure to myself I should be doing injustice to you, my fellow creatures, and my God. I shall be proud to tell all I can of the healing virtue of your medicine, and how in acted in my case.: [643, 433, 788, 570]
ad-epps-homeo: HOMŒOPATHIC CHEMISTS, LONDON.: [190, 667, 297, 685]
directory-entry: Richardson, C J, Auckland: [953, 703, 1024, 711]
letter-head: Auckland, April 25, 1877.: [563, 793, 632, 801]
ad-text: Sold by Kempthorne, Prosser, and Co., Auckland.: [335, 1144, 467, 1152]
directory-entry: Grigg, J, Pollen street, Shortland: [953, 388, 1040, 396]
article-para: Particulars of the assassination of the Earl of Leitrim state that the Earl left his residence at Milford shortly after 8 o'clock, accompanied by his clerk and was driving on an outside car to Derry to meet his solicitor. He always carried arms. It is supposed that the assassins concealed themselves behind a low embankment between the road and plantation, and then having first shot Lord Leitrim, they shot his clerk and the driver, so that there might be no witnesses. His lordship's valet was driving about a mile behind, and on coming up found his master and the clerk lying dead on the road. Life was still in the driver. The assassins meanwhile escaped in a boat across Mulroy Bay. The valet drove back to Milford, and alarmed the police, who, coming to the place, found the driver still alive but unconscious. He died shortly afterwards. There is no doubt the murder was agrarian. The relations between the Earl of Leitrim and his tenants were unfriendly. His Lordship was kind and liberal to the poor, but was very particular and exacting in his dealings with the tenantry, visiting with impartial severity the slightest infraction of the rules of the estate.: [23, 626, 160, 820]
